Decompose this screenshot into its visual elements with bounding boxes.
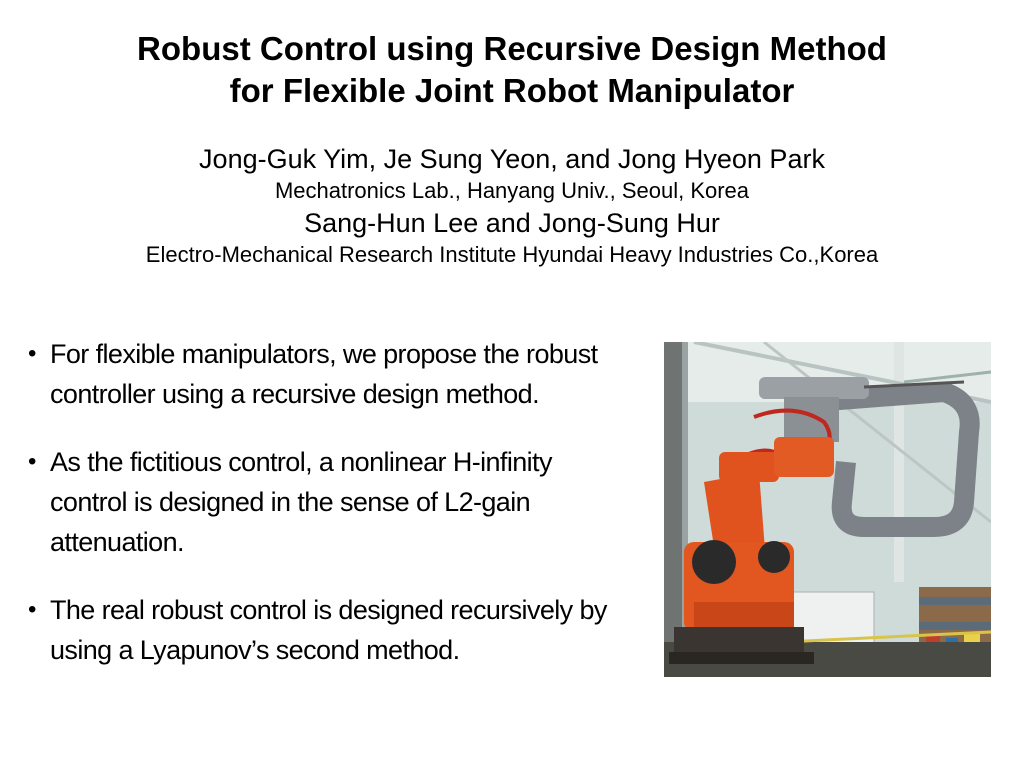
bullet-dot: • — [28, 596, 36, 623]
bullet-text: For flexible manipulators, we propose the robust controller using a recursive design method. — [50, 339, 598, 409]
bullet-text: The real robust control is designed recursively by using a Lyapunov’s second method. — [50, 595, 607, 665]
robot-photo — [664, 342, 991, 677]
affiliation-primary: Mechatronics Lab., Hanyang Univ., Seoul, Korea — [274, 178, 750, 203]
authors-primary: Jong-Guk Yim, Je Sung Yeon, and Jong Hyeon Park — [199, 144, 825, 174]
robot-photo-illustration — [664, 342, 991, 677]
bullet-dot: • — [28, 448, 36, 475]
bullet-item — [28, 590, 628, 670]
authors-block — [0, 142, 1024, 270]
bullet-text: As the fictitious control, a nonlinear H-infinity control is designed in the sense of L2-gain attenuation. — [50, 447, 552, 557]
bullet-dot: • — [28, 340, 36, 367]
bullet-item — [28, 442, 628, 562]
slide-title — [0, 28, 1024, 112]
authors-secondary: Sang-Hun Lee and Jong-Sung Hur — [304, 208, 720, 238]
bullet-item — [28, 334, 628, 414]
bullet-list — [28, 334, 628, 698]
title-line-2: for Flexible Joint Robot Manipulator — [229, 72, 795, 109]
title-line-1: Robust Control using Recursive Design Method — [137, 30, 887, 67]
affiliation-secondary: Electro-Mechanical Research Institute Hyundai Heavy Industries Co.,Korea — [145, 242, 879, 267]
